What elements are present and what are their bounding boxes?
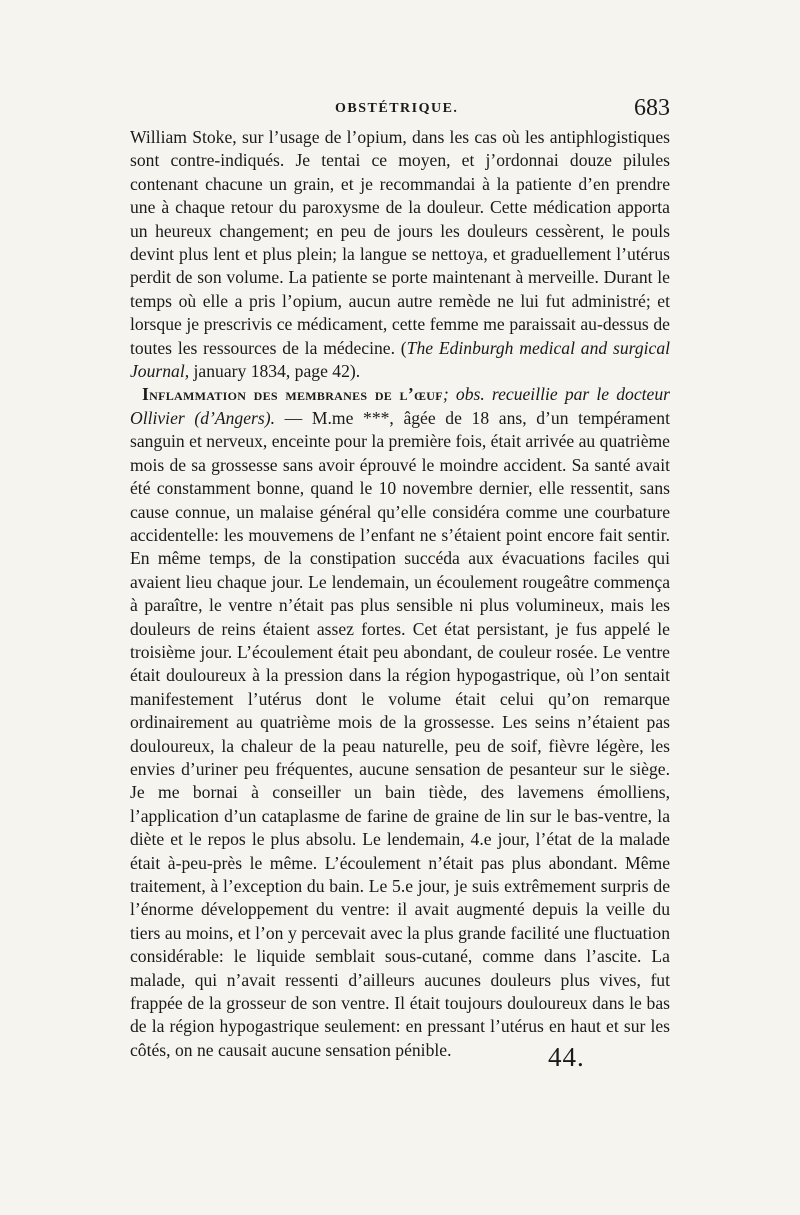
paragraph-continuation	[130, 126, 670, 383]
section-heading: Inflammation des membranes de l’œuf	[142, 384, 443, 405]
page-number: 683	[634, 95, 670, 121]
journal-citation: The Edinburgh medical and surgical Journal,	[130, 337, 671, 382]
signature-mark: 44.	[548, 1042, 585, 1072]
running-head	[130, 95, 670, 125]
citation-details: january 1834, page 42).	[189, 361, 361, 382]
body-text	[130, 126, 670, 1062]
running-title: OBSTÉTRIQUE.	[335, 101, 459, 116]
observation-text: — M.me ***, âgée de 18 ans, d’un tempérament sanguin et nerveux, enceinte pour la première fois, était arrivée au quatrième mois de sa grossesse sans avoir éprouvé le moindre accident. Sa santé avait été constamment bonne, quand le 10 novembre dernier, elle ressentit, sans cause connue, un malaise général qu’elle considéra comme une courbature accidentelle: les mouvemens de l’enfant ne s’étaient point encore fait sentir. En même temps, de la constipation succéda aux évacuations faciles qui avaient lieu chaque jour. Le lendemain, un écoulement rougeâtre commença à paraître, le ventre n’était pas plus sensible ni plus volumineux, mais les douleurs de reins étaient assez fortes. Cet état persistant, je fus appelé le troisième jour. L’écoulement était peu abondant, de couleur rosée. Le ventre était douloureux à la pression dans la région hypogastrique, où l’on sentait manifestement l’utérus dont le volume était celui qu’on remarque ordinairement au quatrième mois de la grossesse. Les seins n’étaient pas douloureux, la chaleur de la peau naturelle, peu de soif, fièvre légère, les envies d’uriner peu fréquentes, aucune sensation de pesanteur sur le siège. Je me bornai à conseiller un bain tiède, des lavemens émolliens, l’application d’un cataplasme de farine de graine de lin sur le bas-ventre, la diète et le repos le plus absolu. Le lendemain, 4.e jour, l’état de la malade était à-peu-près le même. L’écoulement n’était pas plus abondant. Même traitement, à l’exception du bain. Le 5.e jour, je suis extrêmement surpris de l’énorme développement du ventre: il avait augmenté depuis la veille du tiers au moins, et l’on y percevait avec la plus grande facilité une fluctuation considérable: le liquide semblait sous-cutané, comme dans l’ascite. La malade, qui n’avait ressenti d’ailleurs aucunes douleurs plus vives, fut frappée de la grosseur de son ventre. Il était toujours douloureux dans le bas de la région hypogastrique seulement: en pressant l’utérus en haut et sur les côtés, on ne causait aucune sensation pénible.	[130, 407, 670, 1060]
paragraph-observation	[130, 383, 670, 1062]
observation-source: ; obs. recueillie par le docteur Ollivier (d’Angers).	[130, 384, 670, 428]
paragraph-text: William Stoke, sur l’usage de l’opium, dans les cas où les antiphlogistiques sont contre-indiqués. Je tentai ce moyen, et j’ordonnai douze pilules contenant chacune un grain, et je recommandai à la patiente d’en prendre une à chaque retour du paroxysme de la douleur. Cette médication apporta un heureux changement; en peu de jours les douleurs cessèrent, le pouls devint plus lent et plus plein; la langue se nettoya, et graduellement l’utérus perdit de son volume. La patiente se porte maintenant à merveille. Durant le temps où elle a pris l’opium, aucun autre remède ne lui fut administré; et lorsque je prescrivis ce médicament, cette femme me paraissait au-dessus de toutes les ressources de la médecine. (	[130, 127, 670, 358]
